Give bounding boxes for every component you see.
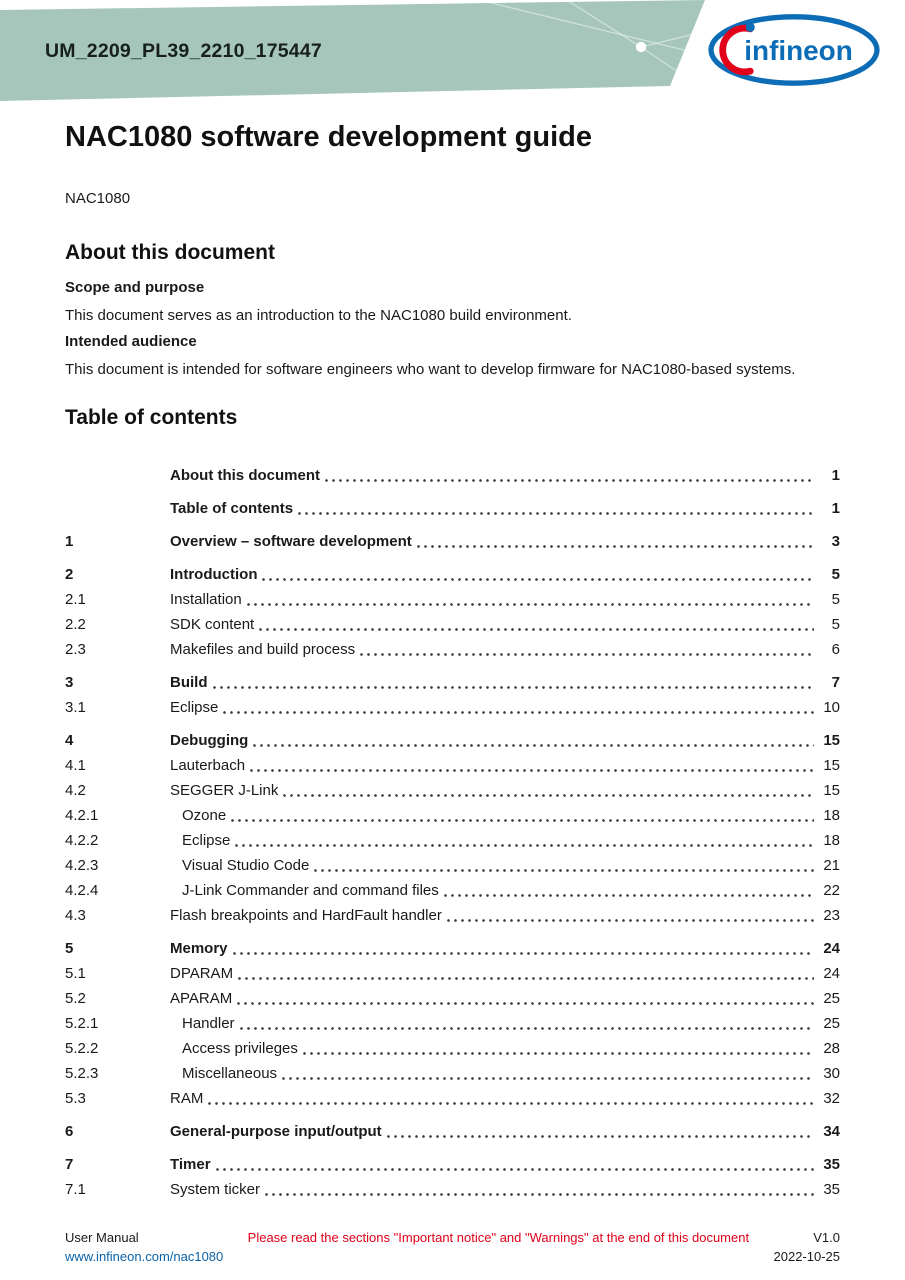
toc-entry-number: 1	[65, 533, 74, 550]
about-heading: About this document	[65, 241, 275, 264]
toc-entry[interactable]	[65, 1177, 840, 1202]
toc-entry-number: 2.1	[65, 591, 86, 608]
toc-entry-number: 3	[65, 674, 74, 691]
toc-entry-number: 2	[65, 566, 74, 583]
toc-entry-page: 32	[823, 1090, 840, 1107]
infineon-logo	[705, 10, 883, 90]
scope-purpose-text: This document serves as an introduction to the NAC1080 build environment.	[65, 307, 572, 324]
footer-date: 2022-10-25	[773, 1249, 840, 1264]
toc-entry-number: 5.2.3	[65, 1065, 99, 1082]
toc-entry-page: 5	[831, 591, 840, 608]
toc-entry-title: APARAM	[170, 990, 233, 1007]
toc-leader-dots	[245, 587, 814, 612]
toc-leader-dots	[312, 853, 814, 878]
toc-leader-dots	[251, 728, 814, 753]
toc-entry-page: 25	[823, 1015, 840, 1032]
toc-entry[interactable]	[65, 903, 840, 928]
toc-leader-dots	[257, 612, 814, 637]
toc-entry-number: 4.2	[65, 782, 86, 799]
toc-entry-title: Lauterbach	[170, 757, 246, 774]
toc-leader-dots	[263, 1177, 814, 1202]
toc-entry-page: 18	[823, 832, 840, 849]
toc-entry-title: Introduction	[170, 566, 258, 583]
toc-entry-title: DPARAM	[170, 965, 234, 982]
toc-entry[interactable]	[65, 1061, 840, 1086]
toc-entry-title: Overview – software development	[170, 533, 412, 550]
toc-entry[interactable]	[65, 828, 840, 853]
toc-entry-number: 4.2.3	[65, 857, 99, 874]
toc-leader-dots	[445, 903, 814, 928]
toc-entry-number: 4	[65, 732, 74, 749]
toc-entry[interactable]	[65, 728, 840, 753]
toc-entry-title: Ozone	[182, 807, 227, 824]
toc-leader-dots	[211, 670, 815, 695]
toc-entry[interactable]	[65, 463, 840, 488]
toc-entry-number: 4.1	[65, 757, 86, 774]
toc-leader-dots	[301, 1036, 814, 1061]
toc-entry-page: 1	[831, 467, 840, 484]
banner-dot-decoration	[636, 42, 646, 52]
toc-entry-title: Build	[170, 674, 208, 691]
toc-entry-page: 21	[823, 857, 840, 874]
toc-leader-dots	[206, 1086, 814, 1111]
toc-entry-title: Makefiles and build process	[170, 641, 356, 658]
document-id: UM_2209_PL39_2210_175447	[45, 40, 322, 62]
toc-entry-page: 28	[823, 1040, 840, 1057]
footer-notice: Please read the sections "Important notice" and "Warnings" at the end of this document	[247, 1230, 750, 1245]
toc-entry[interactable]	[65, 1119, 840, 1144]
toc-leader-dots	[280, 1061, 814, 1086]
toc-entry-number: 7	[65, 1156, 74, 1173]
toc-entry[interactable]	[65, 695, 840, 720]
toc-entry-title: RAM	[170, 1090, 204, 1107]
toc-leader-dots	[296, 496, 814, 521]
toc-entry-number: 4.2.4	[65, 882, 99, 899]
toc-entry-title: About this document	[170, 467, 320, 484]
toc-entry[interactable]	[65, 986, 840, 1011]
intended-audience-text: This document is intended for software engineers who want to develop firmware for NAC1080-based systems.	[65, 361, 796, 378]
toc-entry-number: 6	[65, 1123, 74, 1140]
toc-leader-dots	[323, 463, 814, 488]
toc-entry[interactable]	[65, 1036, 840, 1061]
document-body	[65, 120, 840, 1202]
toc-entry[interactable]	[65, 936, 840, 961]
toc-entry-title: System ticker	[170, 1181, 261, 1198]
toc-entry-number: 7.1	[65, 1181, 86, 1198]
toc-leader-dots	[229, 803, 814, 828]
toc-leader-dots	[385, 1119, 814, 1144]
toc-entry-page: 15	[823, 782, 840, 799]
toc-entry-title: Visual Studio Code	[182, 857, 310, 874]
toc-entry[interactable]	[65, 587, 840, 612]
toc-leader-dots	[358, 637, 814, 662]
toc-entry-number: 5	[65, 940, 74, 957]
toc-leader-dots	[221, 695, 814, 720]
toc-entry[interactable]	[65, 1152, 840, 1177]
toc-entry[interactable]	[65, 1011, 840, 1036]
toc-entry-title: SEGGER J-Link	[170, 782, 279, 799]
toc-entry-page: 5	[831, 566, 840, 583]
toc-entry[interactable]	[65, 803, 840, 828]
toc-entry[interactable]	[65, 529, 840, 554]
toc-entry-page: 35	[823, 1156, 840, 1173]
page-title: NAC1080 software development guide	[65, 121, 592, 153]
toc-entry[interactable]	[65, 853, 840, 878]
toc-entry-page: 5	[831, 616, 840, 633]
toc-entry[interactable]	[65, 1086, 840, 1111]
toc-entry-page: 10	[823, 699, 840, 716]
page-footer	[65, 1228, 840, 1266]
toc-entry-number: 4.2.1	[65, 807, 99, 824]
footer-website-link[interactable]: www.infineon.com/nac1080	[65, 1249, 224, 1264]
scope-purpose-heading: Scope and purpose	[65, 279, 205, 296]
toc-entry-number: 5.1	[65, 965, 86, 982]
toc-entry[interactable]	[65, 562, 840, 587]
toc-entry-title: SDK content	[170, 616, 255, 633]
toc-entry-page: 7	[831, 674, 840, 691]
toc-entry-title: Eclipse	[182, 832, 231, 849]
toc-entry-page: 6	[831, 641, 840, 658]
toc-entry[interactable]	[65, 670, 840, 695]
toc-entry-number: 2.2	[65, 616, 86, 633]
toc-leader-dots	[281, 778, 814, 803]
toc-entry-page: 23	[823, 907, 840, 924]
toc-leader-dots	[415, 529, 814, 554]
toc-entry-title: Timer	[170, 1156, 211, 1173]
toc-leader-dots	[231, 936, 814, 961]
toc-heading: Table of contents	[65, 406, 238, 429]
toc-entry-title: Handler	[182, 1015, 235, 1032]
toc-entry-number: 4.2.2	[65, 832, 99, 849]
logo-wordmark: infineon	[744, 34, 853, 66]
footer-version: V1.0	[813, 1230, 840, 1245]
toc-leader-dots	[214, 1152, 814, 1177]
toc-entry-title: Access privileges	[182, 1040, 298, 1057]
toc-leader-dots	[260, 562, 814, 587]
toc-entry-title: Table of contents	[170, 500, 294, 517]
toc-entry[interactable]	[65, 961, 840, 986]
toc-leader-dots	[233, 828, 814, 853]
toc-entry-number: 5.2.1	[65, 1015, 99, 1032]
toc-leader-dots	[442, 878, 814, 903]
toc-entry-title: J-Link Commander and command files	[182, 882, 439, 899]
toc-entry-title: Eclipse	[170, 699, 219, 716]
toc-entry[interactable]	[65, 878, 840, 903]
toc-entry-page: 34	[823, 1123, 840, 1140]
toc-entry[interactable]	[65, 778, 840, 803]
toc-leader-dots	[248, 753, 814, 778]
toc-entry-title: Flash breakpoints and HardFault handler	[170, 907, 442, 924]
footer-doc-type: User Manual	[65, 1230, 139, 1245]
toc-entry-number: 4.3	[65, 907, 86, 924]
toc-entry-page: 1	[831, 500, 840, 517]
toc-entry[interactable]	[65, 496, 840, 521]
toc-list	[65, 463, 840, 1202]
toc-leader-dots	[238, 1011, 814, 1036]
toc-entry-title: Memory	[170, 940, 228, 957]
toc-entry[interactable]	[65, 637, 840, 662]
toc-entry-number: 5.2.2	[65, 1040, 99, 1057]
toc-entry[interactable]	[65, 753, 840, 778]
toc-entry-number	[65, 463, 170, 488]
toc-entry-title: Installation	[170, 591, 242, 608]
toc-entry-page: 24	[823, 940, 840, 957]
toc-entry-title: Debugging	[170, 732, 249, 749]
toc-entry-page: 30	[823, 1065, 840, 1082]
toc-entry-title: Miscellaneous	[182, 1065, 278, 1082]
toc-entry-title: General-purpose input/output	[170, 1123, 382, 1140]
toc-entry-number: 2.3	[65, 641, 86, 658]
toc-entry-number	[65, 496, 170, 521]
toc-leader-dots	[235, 986, 814, 1011]
toc-entry-page: 15	[823, 732, 840, 749]
toc-entry-page: 3	[831, 533, 840, 550]
toc-entry-number: 3.1	[65, 699, 86, 716]
intended-audience-heading: Intended audience	[65, 333, 197, 350]
document-subtitle: NAC1080	[65, 190, 131, 207]
toc-entry-page: 18	[823, 807, 840, 824]
logo-dot	[746, 23, 755, 32]
toc-entry[interactable]	[65, 612, 840, 637]
toc-entry-page: 15	[823, 757, 840, 774]
toc-entry-number: 5.3	[65, 1090, 86, 1107]
toc-entry-number: 5.2	[65, 990, 86, 1007]
toc-entry-page: 22	[823, 882, 840, 899]
toc-entry-page: 35	[823, 1181, 840, 1198]
toc-entry-page: 24	[823, 965, 840, 982]
toc-leader-dots	[236, 961, 814, 986]
toc-entry-page: 25	[823, 990, 840, 1007]
